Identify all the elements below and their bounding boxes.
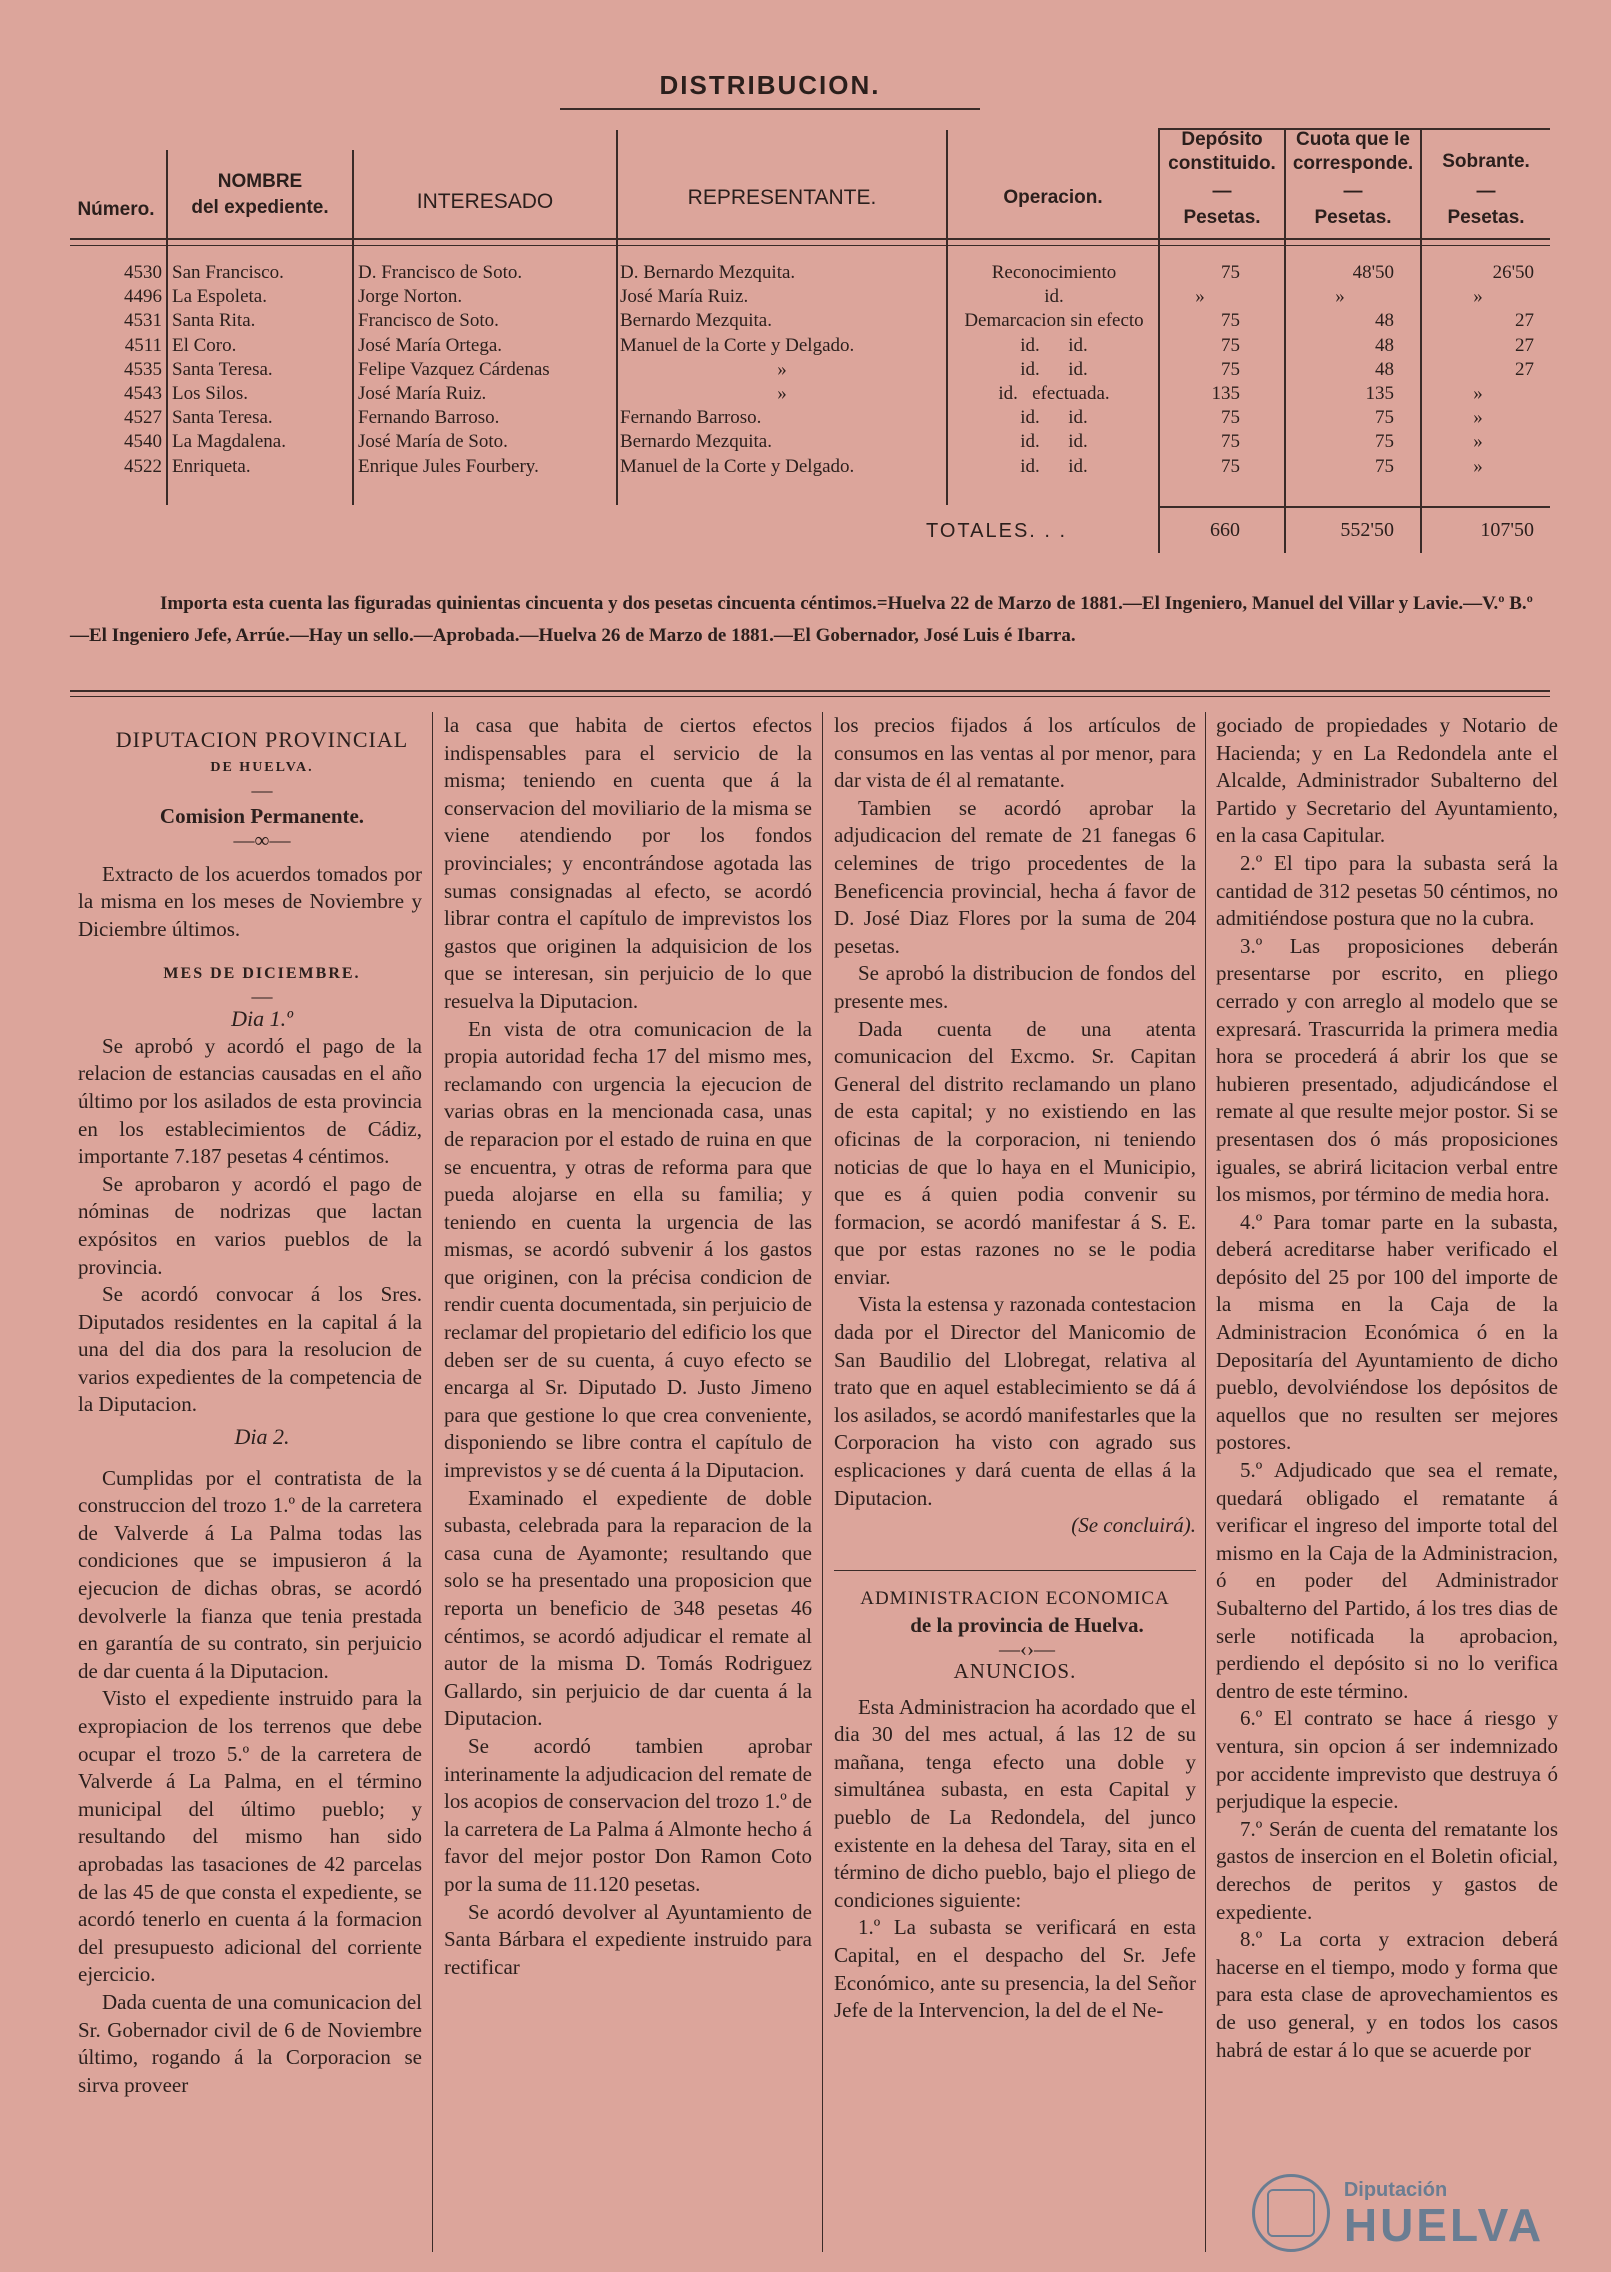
cell-deposito: 75 [1221,407,1240,429]
totals-top-rule [1158,506,1550,508]
cell-representante: Bernardo Mezquita. [620,310,772,332]
paragraph: 8.º La corta y extracion deberá hacerse en el tiempo, modo y forma que para esta clase de aprovechamientos es de uso general, y en todos los casos habrá de estar á lo que se acuerde por [1216,1927,1558,2062]
paragraph: Dada cuenta de una comunicacion del Sr. Gobernador civil de 6 de Noviembre último, rogando á la Corporacion se sirva proveer [78,1989,422,2097]
paragraph: Se acordó devolver al Ayuntamiento de Santa Bárbara el expediente instruido para rectificar [444,1899,812,1979]
dash-3: — [251,984,273,1009]
cell-sobrante: » [1473,383,1483,404]
cell-representante: Manuel de la Corte y Delgado. [620,455,855,477]
cell-representante: Fernando Barroso. [620,407,762,429]
header-interesado: INTERESADO [416,190,554,213]
paragraph: 1.º La subasta se verificará en esta Capital, en el despacho del Sr. Jefe Económico, ante su presencia, la del Señor Jefe de la Intervencion, la del de el Ne- [834,1915,1196,2023]
column-3 [834,712,1196,2025]
col-rule-1 [166,150,168,505]
totals-cuota: 552'50 [1340,519,1394,541]
title-rule [560,108,980,110]
cell-cuota: 75 [1375,455,1394,477]
cell-representante: José María Ruiz. [620,286,749,308]
paragraph: Se aprobó la distribucion de fondos del presente mes. [834,961,1196,1013]
paragraph: En vista de otra comunicacion de la propia autoridad fecha 17 del mismo mes, reclamando con urgencia la ejecucion de varias obras en la mencionada casa, unas de reparacion por el estado de ruina en que se encuentra, y otras de reforma para que pueda alojarse en ella su familia; y teniendo en cuenta la urgencia de las mismas, se acordó subvenir á los gastos que originen, con la précisa condicion de rendir cuenta documentada, sin perjuicio de reclamar del propietario del edificio los que deben ser de su cuenta, á cuyo efecto se encarga al Sr. Diputado D. Justo Jimeno para que gestione lo que crea conveniente, disponiendo se libre contra el capítulo de imprevistos y se dé cuenta á la Diputacion. [444,1016,812,1483]
cell-operacion: id. id. [1020,431,1088,453]
paragraph: gociado de propiedades y Notario de Hacienda; y en La Redondela ante el Alcalde, Administrador Subalterno del Partido y Secretario del Ayuntamiento, en la casa Capitular. [1216,713,1558,848]
cell-nombre: Santa Teresa. [172,358,273,380]
column-rule-2 [822,712,823,2252]
cell-interesado: José María Ortega. [358,334,503,356]
extracto: Extracto de los acuerdos tomados por la misma en los meses de Noviembre y Diciembre últimos. [78,861,422,941]
cell-representante: » [777,383,787,404]
header-sobrante-unit: Pesetas. [1447,207,1525,228]
cell-nombre: Santa Teresa. [172,407,273,429]
header-bottom-rule-2 [70,245,1550,246]
header-deposito-1: Depósito [1181,129,1263,150]
totals-sobrante: 107'50 [1480,519,1534,541]
comision-title: Comision Permanente. [159,804,365,829]
cell-nombre: La Espoleta. [172,286,267,308]
cell-sobrante: 27 [1515,358,1534,380]
cell-sobrante: » [1473,455,1483,477]
paragraph: Cumplidas por el contratista de la construccion del trozo 1.º de la carretera de Valverde á La Palma todas las condiciones que se impusieron á la ejecucion de dichas obras, se acordó devolverle la fianza que tenia prestada en garantía de su contrato, sin perjuicio de dar cuenta á la Diputacion. [78,1465,422,1683]
cell-operacion: Reconocimiento [991,262,1117,283]
cell-numero: 4496 [124,286,162,308]
paragraph: 7.º Serán de cuenta del rematante los gastos de insercion en el Boletin oficial, derechos de peritos y gastos de expediente. [1216,1816,1558,1924]
cell-numero: 4531 [124,310,162,332]
cell-deposito: 75 [1221,334,1240,356]
anuncios-heading: ANUNCIOS. [953,1659,1077,1683]
cell-operacion: id. id. [1020,407,1088,429]
cell-representante: D. Bernardo Mezquita. [620,262,796,283]
dia-1-heading: Dia 1.º [231,1006,293,1032]
cell-numero: 4527 [124,407,162,429]
cell-interesado: Felipe Vazquez Cárdenas [358,358,550,380]
paragraph: los precios fijados á los artículos de consumos en las ventas al por menor, para dar vista de él al rematante. [834,713,1196,793]
cell-sobrante: » [1473,407,1483,429]
header-sobrante-dash: — [1476,181,1496,202]
cell-cuota: 135 [1365,383,1394,404]
paragraph: Tambien se acordó aprobar la adjudicacion del remate de 21 fanegas 6 celemines de trigo procedentes de la Beneficencia provincial, hecha á favor de D. José Diaz Flores por la suma de 204 pesetas. [834,795,1196,958]
paragraph: 6.º El contrato se hace á riesgo y ventura, sin opcion á ser indemnizado por accidente imprevisto que destruya ó perjudique la especie. [1216,1706,1558,1814]
cell-interesado: Jorge Norton. [358,286,463,308]
header-cuota-unit: Pesetas. [1314,207,1392,228]
cell-operacion: id. id. [1020,358,1088,380]
dash-1: — [251,778,273,803]
cell-operacion: id. id. [1020,455,1088,477]
cell-representante: Manuel de la Corte y Delgado. [620,334,855,356]
diputacion-title: DIPUTACION PROVINCIAL [115,727,409,752]
header-cuota-2: corresponde. [1292,153,1414,174]
column-rule-1 [432,712,433,2252]
admin-rule [834,1570,1196,1571]
diputacion-subtitle: DE HUELVA. [210,759,314,775]
cell-operacion: id. efectuada. [998,383,1110,404]
cell-numero: 4522 [124,455,162,477]
cell-numero: 4540 [124,431,162,453]
cell-interesado: José María de Soto. [358,431,508,453]
cell-deposito: 75 [1221,358,1240,380]
col-rule-3 [616,130,618,505]
header-deposito-dash: — [1212,181,1232,202]
distribution-title: DISTRIBUCION. [659,70,881,100]
cell-deposito: 135 [1211,383,1240,404]
paragraph: Se acordó convocar á los Sres. Diputados residentes en la capital á la una del dia dos para la resolucion de varios expedientes de la competencia de la Diputacion. [78,1282,422,1417]
paragraph: Se aprobaron y acordó el pago de nóminas de nodrizas que lactan expósitos en varios pueblos de la provincia. [78,1171,422,1279]
cell-interesado: D. Francisco de Soto. [358,262,523,283]
totals-label: TOTALES. . . [926,520,1068,542]
seal-icon [1252,2174,1330,2252]
cell-sobrante: 27 [1515,334,1534,356]
cell-cuota: 48 [1375,358,1394,380]
cell-cuota: » [1335,286,1345,308]
header-representante: REPRESENTANTE. [687,186,877,209]
cell-interesado: Fernando Barroso. [358,407,500,429]
header-cuota-dash: — [1343,181,1363,202]
cell-nombre: San Francisco. [172,262,284,283]
header-nombre-2: del expediente. [191,197,329,218]
cell-nombre: Enriqueta. [172,455,251,477]
cell-representante: » [777,358,787,380]
cell-numero: 4543 [124,383,162,404]
paragraph: 2.º El tipo para la subasta será la cantidad de 312 pesetas 50 céntimos, no admitiéndose postura que no la cubra. [1216,850,1558,931]
cell-sobrante: » [1473,286,1483,308]
se-concluira: (Se concluirá). [1071,1513,1196,1538]
paragraph: Visto el expediente instruido para la expropiacion de los terrenos que debe ocupar el trozo 5.º de la carretera de Valverde á La Palma, en el término municipal del último pueblo; y resultando del mismo han sido aprobadas las tasaciones de 42 parcelas de las 45 de que consta el expediente, se acordó tenerlo en cuenta á la formacion del presupuesto adicional del corriente ejercicio. [78,1686,422,1987]
cell-deposito: 75 [1221,262,1240,283]
cell-cuota: 75 [1375,407,1394,429]
cell-representante: Bernardo Mezquita. [620,431,772,453]
header-deposito-2: constituido. [1168,153,1276,174]
stamp-line-1: Diputación [1343,2179,1448,2201]
stamp-line-2: HUELVA [1343,2199,1545,2251]
diputacion-huelva-watermark [1198,2168,1598,2258]
cell-sobrante: » [1473,431,1483,453]
column-rule-3 [1205,712,1206,2252]
cell-numero: 4511 [124,334,162,356]
cell-cuota: 75 [1375,431,1394,453]
header-deposito-unit: Pesetas. [1183,207,1261,228]
header-bottom-rule [70,238,1550,240]
cell-nombre: Los Silos. [172,383,249,404]
paragraph: 4.º Para tomar parte en la subasta, deberá acreditarse haber verificado el depósito del 25 por 100 del importe de la misma en la Caja de la Administracion Económica ó en la Depositaría del Ayuntamiento de dicho pueblo, devolviéndose los depósitos de aquellos que no resulten ser mejores postores. [1216,1209,1558,1455]
col-rule-2 [352,150,354,505]
column-2 [444,712,812,1981]
distribution-footnote: Importa esta cuenta las figuradas quinientas cincuenta y dos pesetas cincuenta céntimos.=Huelva 22 de Marzo de 1881.—El Ingeniero, Manuel del Villar y Lavie.—V.º B.º—El Ingeniero Jefe, Arrúe.—Hay un sello.—Aprobada.—Huelva 26 de Marzo de 1881.—El Gobernador, José Luis é Ibarra. [70,593,1533,646]
mes-heading: MES DE DICIEMBRE. [163,964,361,982]
cell-interesado: Francisco de Soto. [358,310,499,332]
paragraph: Se aprobó y acordó el pago de la relacion de estancias causadas en el año último por los asilados de esta provincia en los establecimientos de Cádiz, importante 7.187 pesetas 4 céntimos. [78,1033,422,1169]
cell-operacion: id. [1044,286,1064,308]
header-operacion: Operacion. [1003,187,1103,208]
admin-dash: —‹›— [999,1637,1055,1661]
cell-cuota: 48'50 [1352,262,1394,283]
header-cuota-1: Cuota que le [1295,129,1410,150]
col-rule-4 [946,130,948,505]
paragraph: 3.º Las proposiciones deberán presentarse por escrito, en pliego cerrado y con arreglo al modelo que se expresará. Trascurrida la primera media hora se procederá á abrir los que se hubieren presentado, adjudicándose el remate al que resulte mejor postor. Si se presentasen dos ó más proposiciones iguales, se abrirá licitacion verbal entre los mismos, por término de media hora. [1216,933,1558,1207]
cell-nombre: El Coro. [172,334,237,356]
column-1 [78,712,422,2099]
paragraph: 5.º Adjudicado que sea el remate, quedará obligado el rematante á verificar el ingreso del importe total del mismo en la Caja de la Administracion, ó en poder del Administrador Subalterno del Partido, á los tres dias de serle notificada la aprobacion, perdiendo el depósito si no lo verifica dentro de este término. [1216,1458,1558,1703]
dia-2-heading: Dia 2. [234,1424,290,1450]
cell-interesado: Enrique Jules Fourbery. [358,455,539,477]
header-nombre-1: NOMBRE [217,171,303,192]
paragraph: la casa que habita de ciertos efectos indispensables para el servicio de la misma; teniendo en cuenta que á la conservacion del moviliario de la misma se viene atendiendo por los fondos provinciales; y encontrándose agotada las sumas consignadas al efecto, se acordó librar contra el capítulo de imprevistos los gastos que originen la adquisicion de los que se interesan, sin perjuicio de lo que resuelva la Diputacion. [444,713,812,1013]
paragraph: Dada cuenta de una atenta comunicacion del Excmo. Sr. Capitan General del distrito reclamando un plano de esta capital; y no existiendo en las oficinas de la corporacion, ni teniendo noticias de que lo haya en el Municipio, que es á quien podia convenir su formacion, se acordó manifestar á S. E. que por estas razones no se le podia enviar. [834,1016,1196,1289]
cell-sobrante: 26'50 [1492,262,1534,283]
cell-operacion: Demarcacion sin efecto [964,310,1144,332]
totals-deposito: 660 [1210,519,1240,541]
cell-deposito: 75 [1221,431,1240,453]
header-sobrante: Sobrante. [1442,151,1530,172]
dash-2: —∞— [233,827,291,852]
cell-interesado: José María Ruiz. [358,383,487,404]
section-rule [70,690,1550,692]
header-numero: Número. [77,199,155,220]
column-4 [1216,712,1558,2064]
cell-nombre: Santa Rita. [172,310,256,332]
cell-deposito: 75 [1221,310,1240,332]
paragraph: Se acordó tambien aprobar interinamente la adjudicacion del remate de los acopios de conservacion del trozo 1.º de la carretera de La Palma á Almonte hecho á favor del mejor postor Don Ramon Coto por la suma de 11.120 pesetas. [444,1733,812,1896]
paragraph: Esta Administracion ha acordado que el dia 30 del mes actual, á las 12 de su mañana, tenga efecto una doble y simultánea subasta, en esta Capital y pueblo de La Redondela, del junco existente en la dehesa del Taray, sita en el término de dicho pueblo, bajo el pliego de condiciones siguiente: [834,1694,1196,1912]
paragraph: Examinado el expediente de doble subasta, celebrada para la reparacion de la casa cuna de Ayamonte; resultando que solo se ha presentado una proposicion que reporta un beneficio de 348 pesetas 46 céntimos, se acordó adjudicar el remate al autor de la misma D. Tomás Rodriguez Gallardo, sin perjuicio de dar cuenta á la Diputacion. [444,1485,812,1731]
cell-sobrante: 27 [1515,310,1534,332]
paragraph: Vista la estensa y razonada contestacion dada por el Director del Manicomio de San Baudilio del Llobregat, relativa al trato que en aquel establecimiento se dá á los asilados, se acordó manifestarles que la Corporacion ha visto con agrado sus esplicaciones y dará cuenta de ellas á la Diputacion. [834,1292,1196,1510]
cell-numero: 4535 [124,358,162,380]
cell-nombre: La Magdalena. [172,431,286,453]
admin-subtitle: de la provincia de Huelva. [910,1613,1144,1638]
admin-title: ADMINISTRACION ECONOMICA [860,1587,1170,1609]
cell-deposito: » [1195,286,1205,308]
cell-deposito: 75 [1221,455,1240,477]
cell-cuota: 48 [1375,334,1394,356]
section-rule-2 [70,696,1550,697]
cell-operacion: id. id. [1020,334,1088,356]
cell-numero: 4530 [124,262,162,283]
cell-cuota: 48 [1375,310,1394,332]
